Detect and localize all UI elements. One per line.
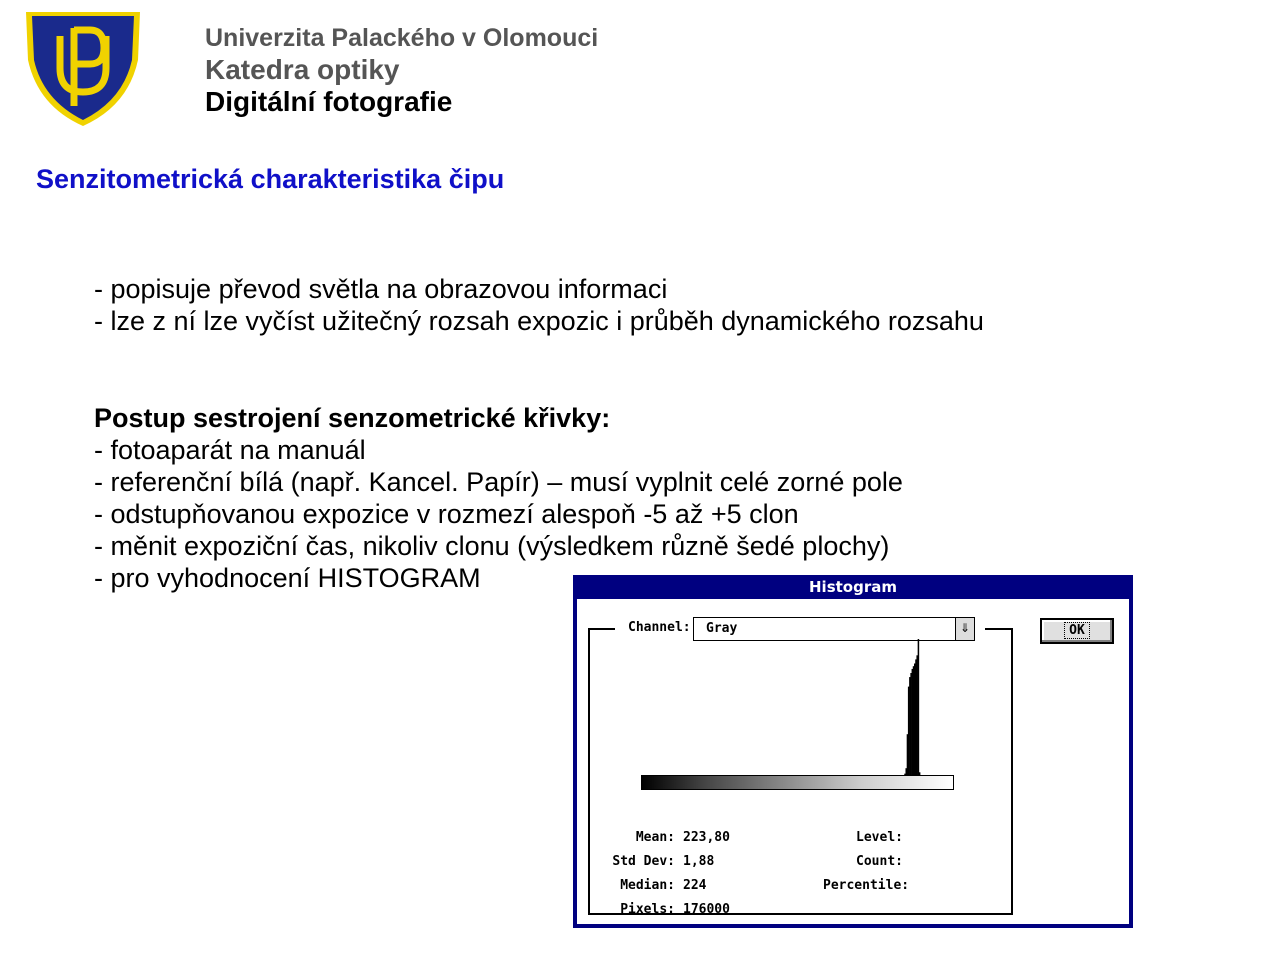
ok-button[interactable]: OK bbox=[1040, 618, 1114, 644]
pixels-label: Pixels: bbox=[620, 902, 675, 917]
stddev-value: 1,88 bbox=[683, 854, 715, 869]
stddev-label: Std Dev: bbox=[612, 854, 675, 869]
histogram-dialog bbox=[573, 575, 1133, 928]
dialog-title: Histogram bbox=[809, 578, 897, 596]
intro-line-2: - lze z ní lze vyčíst užitečný rozsah expozic i průběh dynamického rozsahu bbox=[94, 306, 984, 336]
channel-value: Gray bbox=[706, 621, 738, 636]
percentile-label: Percentile: bbox=[823, 878, 910, 893]
median-label: Median: bbox=[620, 878, 675, 893]
histogram-plot bbox=[641, 639, 953, 775]
dialog-body bbox=[577, 599, 1129, 924]
gray-ramp bbox=[641, 775, 954, 790]
histogram-bar-227 bbox=[918, 639, 920, 775]
course-name: Digitální fotografie bbox=[205, 86, 453, 117]
intro-line-1: - popisuje převod světla na obrazovou informaci bbox=[94, 274, 668, 304]
pixels-value: 176000 bbox=[683, 902, 730, 917]
procedure-heading: Postup sestrojení senzometrické křivky: bbox=[94, 403, 611, 433]
mean-value: 223,80 bbox=[683, 830, 730, 845]
procedure-item-1: - fotoaparát na manuál bbox=[94, 435, 366, 465]
level-label: Level: bbox=[856, 830, 903, 845]
slide-title: Senzitometrická charakteristika čipu bbox=[36, 164, 505, 194]
count-label: Count: bbox=[856, 854, 903, 869]
university-logo bbox=[24, 10, 142, 128]
mean-label: Mean: bbox=[635, 830, 675, 845]
procedure-item-2: - referenční bílá (např. Kancel. Papír) – musí vyplnit celé zorné pole bbox=[94, 467, 903, 497]
procedure-item-4: - měnit expoziční čas, nikoliv clonu (výsledkem různě šedé plochy) bbox=[94, 531, 890, 561]
dropdown-arrow-icon[interactable]: ⇓ bbox=[955, 618, 974, 640]
department-name: Katedra optiky bbox=[205, 54, 400, 85]
median-value: 224 bbox=[683, 878, 707, 893]
procedure-item-5: - pro vyhodnocení HISTOGRAM bbox=[94, 563, 481, 593]
channel-label: Channel: bbox=[628, 620, 691, 635]
channel-select[interactable] bbox=[693, 617, 975, 641]
university-name: Univerzita Palackého v Olomouci bbox=[205, 24, 599, 52]
procedure-item-3: - odstupňovanou expozice v rozmezí alespoň -5 až +5 clon bbox=[94, 499, 799, 529]
